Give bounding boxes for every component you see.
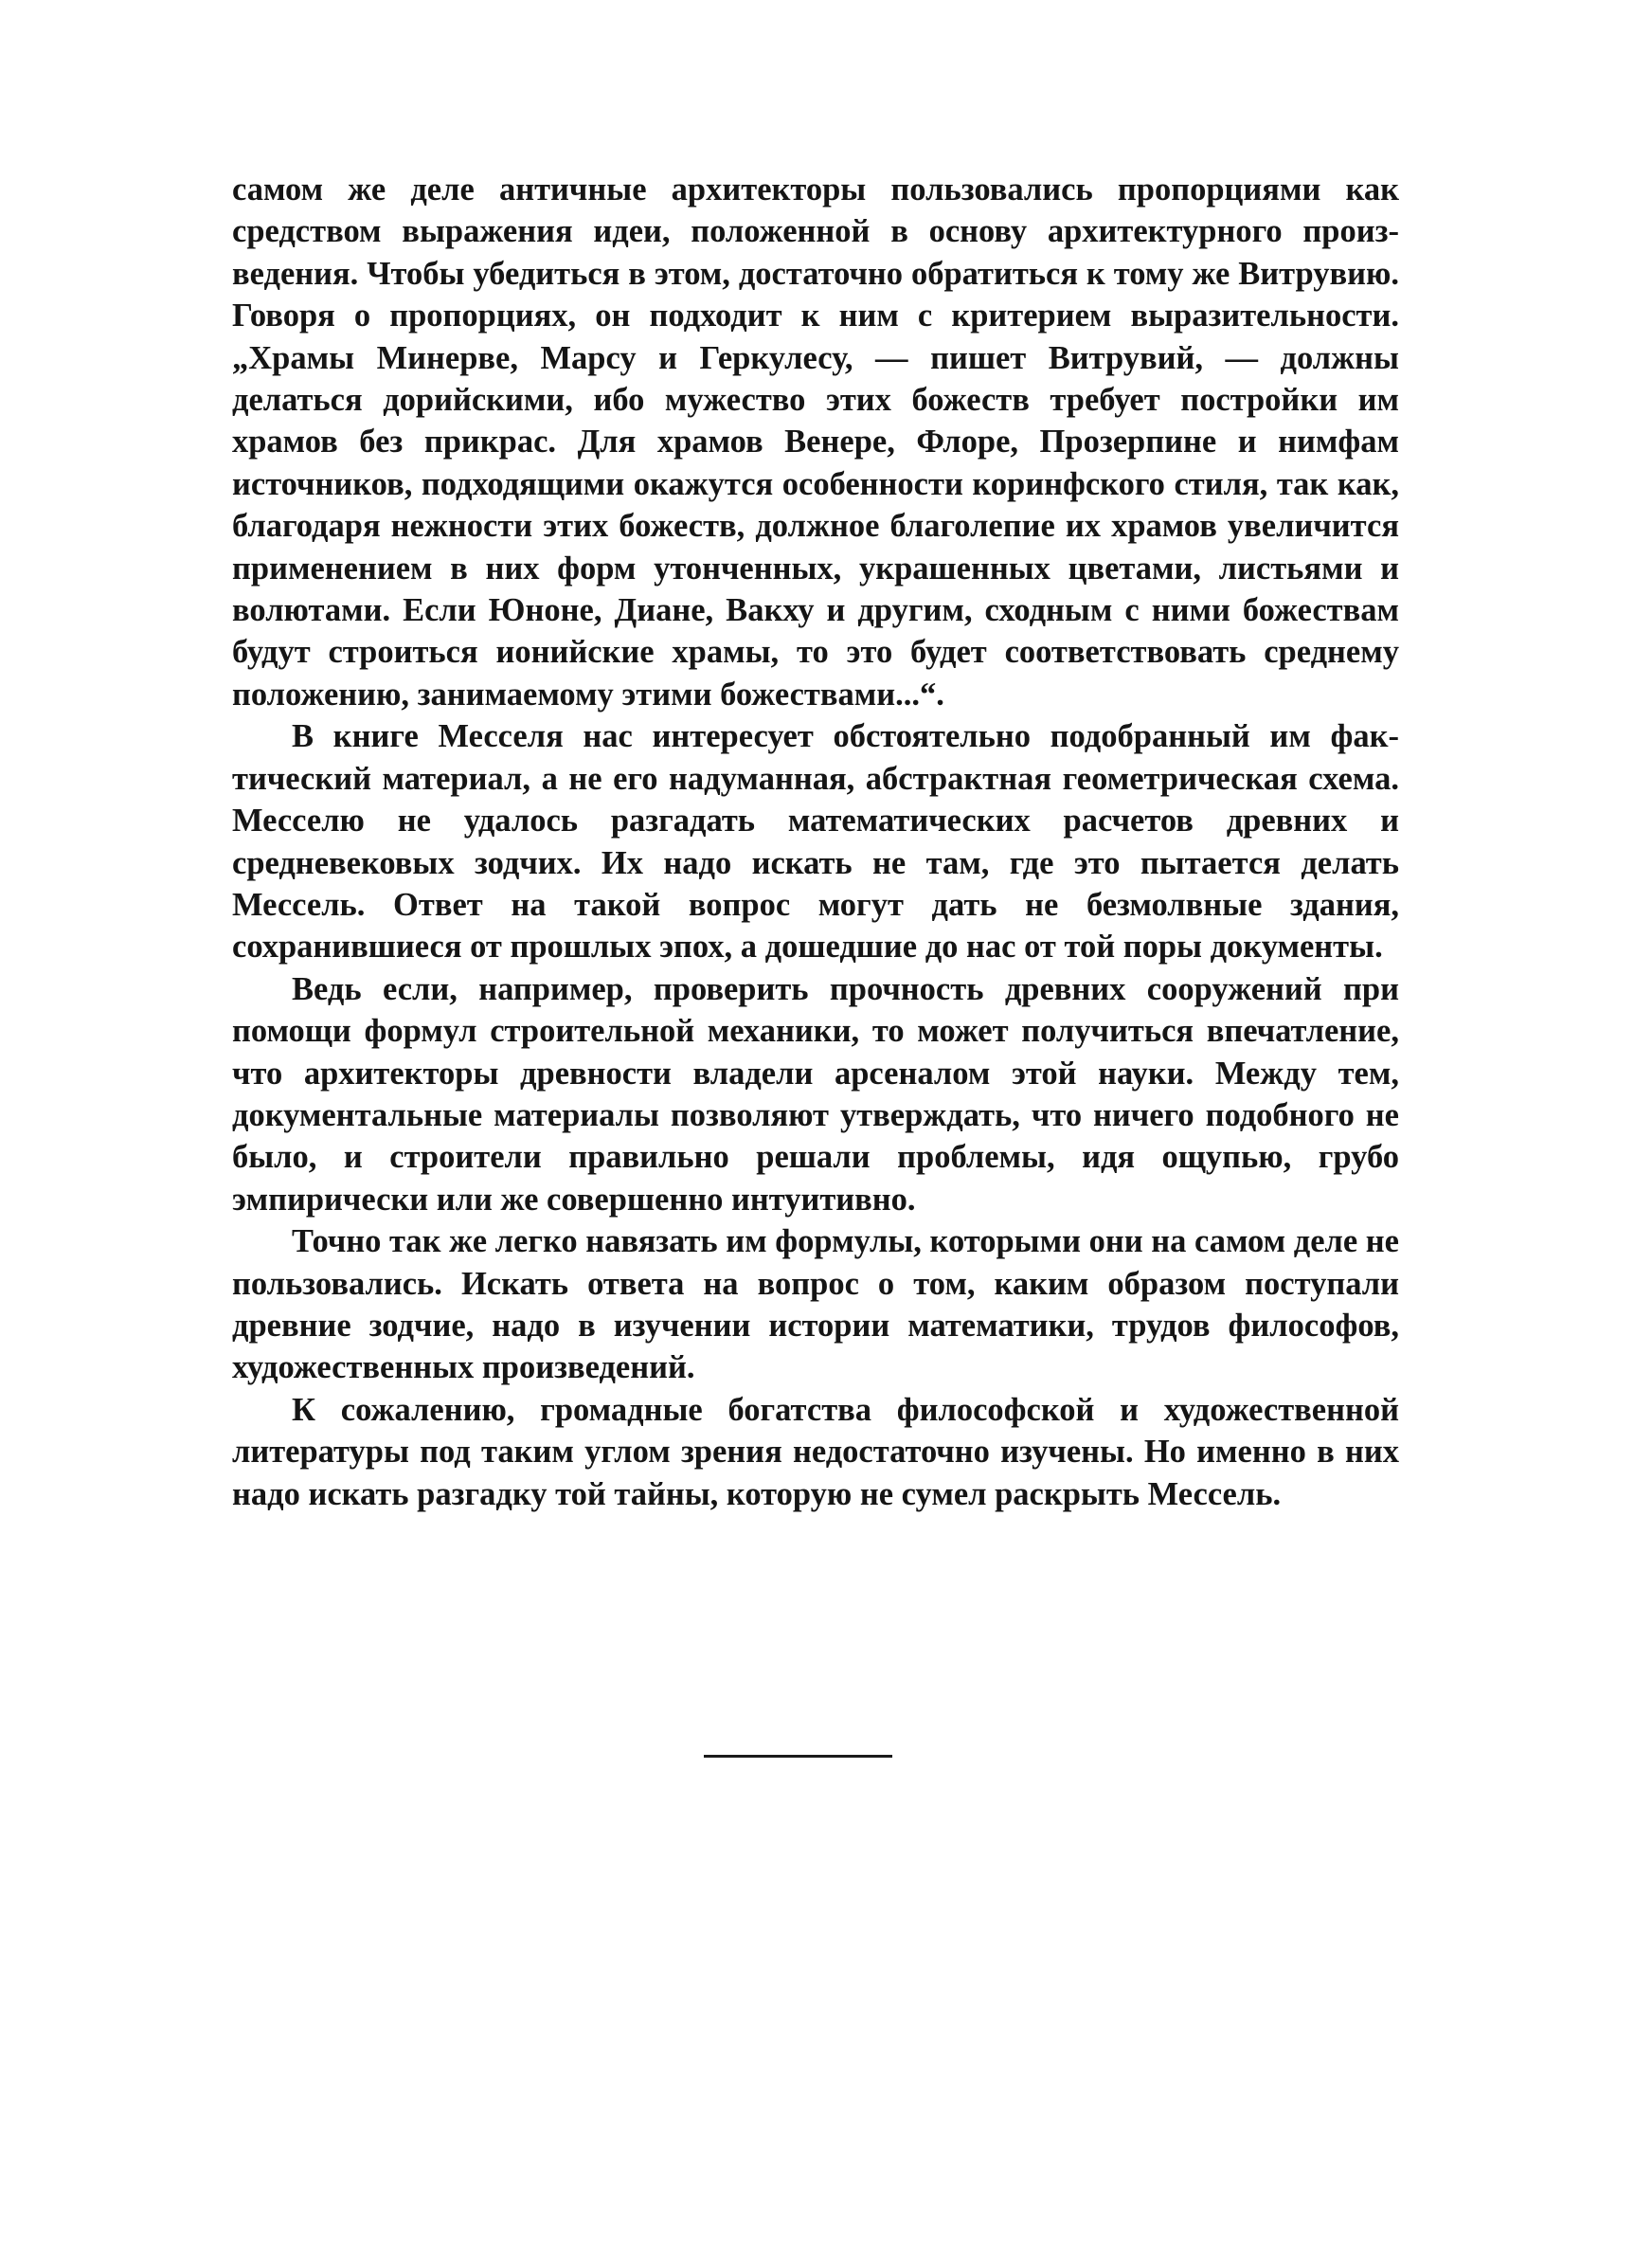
paragraph: К сожалению, громадные богатства философской и художественной литературы под таким углом зрения недостаточно изучены. Но именно в них надо искать разгадку той тайны, которую не сумел раскрыть Мессель.: [232, 1391, 1399, 1512]
paragraph: Точно так же легко навязать им формулы, которыми они на самом деле не пользовались. Искать ответа на вопрос о том, каким образом поступали древние зодчие, надо в изучении истории математики, трудов философов, художественных произведений.: [232, 1223, 1399, 1386]
paragraph: Ведь если, например, проверить прочность древних сооружений при помощи формул строительной механики, то может получиться впечатление, что архитекторы древности владели арсеналом этой науки. Между тем, документальные материалы позволяют утверждать, что ничего подобного не было, и строители правильно решали проблемы, идя ощупью, грубо эмпирически или же совершенно интуитивно.: [232, 970, 1399, 1218]
section-end-rule: [704, 1755, 892, 1758]
paragraph: В книге Месселя нас интересует обстоятельно подобранный им фактический материал, а не его надуманная, абстрактная геометрическая схема. Месселю не удалось разгадать математических расчетов древних и средневековых зодчих. Их надо искать не там, где это пытается делать Мессель. Ответ на такой вопрос могут дать не безмолвные здания, сохранившиеся от прошлых эпох, а дошедшие до нас от той поры документы.: [232, 718, 1399, 966]
body-text: [232, 169, 1399, 1515]
paragraph-continuation: самом же деле античные архитекторы пользовались пропорциями как средством выражения идеи, положенной в основу архитектурного произведения. Чтобы убедиться в этом, достаточно обратиться к тому же Витрувию. Говоря о пропорциях, он подходит к ним с критерием выразительности. „Храмы Минерве, Марсу и Геркулесу, — пишет Витрувий, — должны делаться дорийскими, ибо мужество этих божеств требует постройки им храмов без прикрас. Для храмов Венере, Флоре, Прозерпине и нимфам источников, подходящими окажутся особенности коринфского стиля, так как, благодаря нежности этих божеств, должное благолепие их храмов увеличится применением в них форм утонченных, украшенных цветами, листьями и волютами. Если Юноне, Диане, Вакху и другим, сходным с ними божествам будут строиться ионийские храмы, то это будет соответствовать среднему положению, занимаемому этими божествами...“.: [232, 172, 1399, 713]
